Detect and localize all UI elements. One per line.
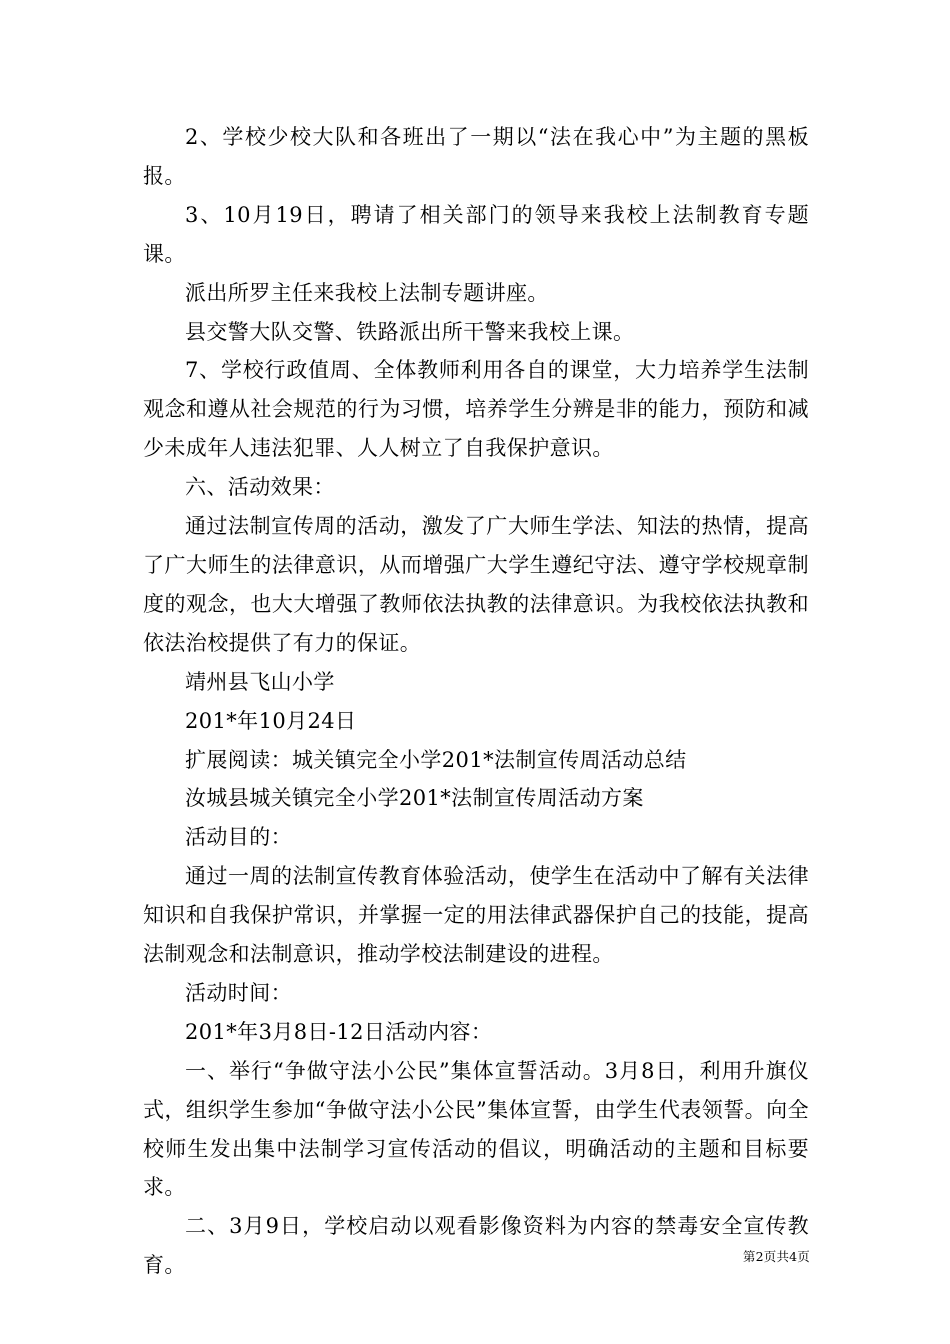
paragraph: 201*年3月8日-12日活动内容： [185,1019,493,1044]
section-heading: 活动目的： [185,825,292,850]
paragraph: 7、学校行政值周、全体教师利用各自的课堂，大力培养学生法制观念和遵从社会规范的行为习惯，培养学生分辨是非的能力，预防和减少未成年人违法犯罪、人人树立了自我保护意识。 [143,358,809,461]
paragraph: 二、3月9日，学校启动以观看影像资料为内容的禁毒安全宣传教育。 [143,1214,809,1278]
paragraph: 通过一周的法制宣传教育体验活动，使学生在活动中了解有关法律知识和自我保护常识，并掌握一定的用法律武器保护自己的技能，提高法制观念和法制意识，推动学校法制建设的进程。 [143,864,809,967]
paragraph: 派出所罗主任来我校上法制专题讲座。 [185,280,549,305]
signature-date: 201*年10月24日 [185,708,357,733]
section-heading: 六、活动效果： [185,475,335,500]
paragraph: 2、学校少校大队和各班出了一期以“法在我心中”为主题的黑板报。 [143,125,809,188]
page-number: 第2页共4页 [742,1249,810,1264]
extended-reading-title: 扩展阅读：城关镇完全小学201*法制宣传周活动总结 [185,747,687,772]
paragraph: 一、举行“争做守法小公民”集体宣誓活动。3月8日，利用升旗仪式，组织学生参加“争做守法小公民”集体宣誓，由学生代表领誓。向全校师生发出集中法制学习宣传活动的倡议，明确活动的主题和目标要求。 [143,1058,809,1200]
document-body [143,118,809,1285]
paragraph: 3、10月19日，聘请了相关部门的领导来我校上法制教育专题课。 [143,202,809,266]
paragraph: 通过法制宣传周的活动，激发了广大师生学法、知法的热情，提高了广大师生的法律意识，从而增强广大学生遵纪守法、遵守学校规章制度的观念，也大大增强了教师依法执教的法律意识。为我校依法执教和依法治校提供了有力的保证。 [143,514,809,655]
paragraph: 县交警大队交警、铁路派出所干警来我校上课。 [185,319,635,344]
section-heading: 活动时间： [185,980,292,1005]
plan-title: 汝城县城关镇完全小学201*法制宣传周活动方案 [185,786,644,811]
signature-school: 靖州县飞山小学 [185,669,335,694]
